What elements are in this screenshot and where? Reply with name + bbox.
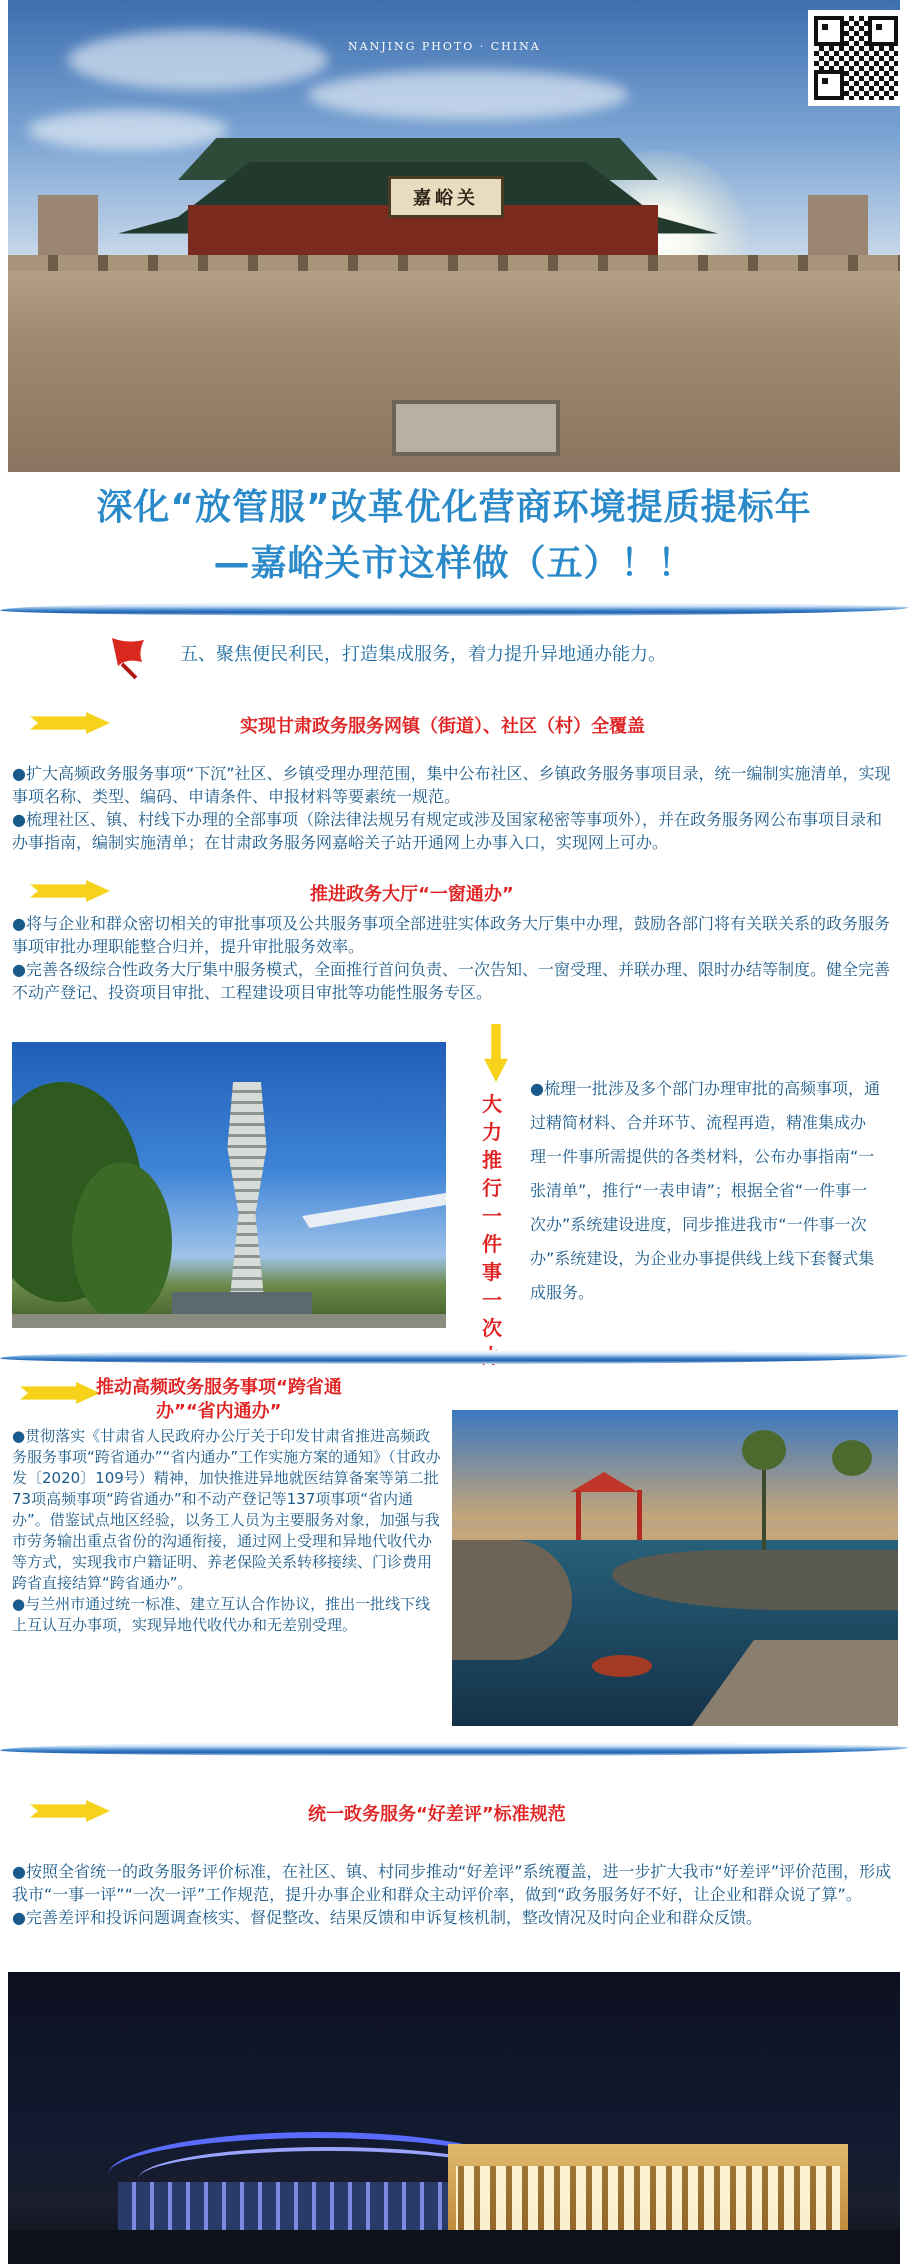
section4-paragraph-2: ●与兰州市通过统一标准、建立互认合作协议，推出一批线下线上互认互办事项，实现异地代收代办和无差别受理。	[12, 1595, 431, 1634]
page-title	[8, 480, 900, 592]
section5-paragraph-1: ●按照全省统一的政务服务评价标准，在社区、镇、村同步推动“好差评”系统覆盖，进一步扩大我市“好差评”评价范围，形成我市“一事一评”“一次一评”工作规范，提升办事企业和群众主动评价率，做到“政务服务好不好，让企业和群众说了算”。	[12, 1862, 892, 1904]
title-line-1: 深化“放管服”改革优化营商环境提质提标年	[96, 487, 812, 528]
wave-divider	[0, 1350, 908, 1364]
vertical-heading-char: 事	[482, 1260, 502, 1284]
yellow-down-arrow-icon	[484, 1024, 508, 1082]
section4-heading-line-1: 推动高频政务服务事项“跨省通	[96, 1377, 342, 1398]
hero-image-jiayuguan-gate	[8, 0, 900, 472]
section2-heading: 推进政务大厅“一窗通办”	[310, 884, 514, 905]
yellow-arrow-icon	[30, 1800, 110, 1822]
section1-body	[12, 762, 894, 854]
vertical-heading-char: 大	[482, 1092, 502, 1116]
yellow-arrow-icon	[30, 880, 110, 902]
section5-body	[12, 1860, 894, 1929]
vertical-heading-char: 件	[482, 1232, 502, 1256]
vertical-heading-char: 推	[482, 1148, 502, 1172]
section5-paragraph-2: ●完善差评和投诉问题调查核实、督促整改、结果反馈和申诉复核机制，整改情况及时向企业和群众反馈。	[12, 1908, 762, 1927]
section1-paragraph-1: ●扩大高频政务服务事项“下沉”社区、乡镇受理办理范围，集中公布社区、乡镇政务服务事项目录，统一编制实施清单，实现事项名称、类型、编码、申请条件、申报材料等要素统一规范。	[12, 764, 891, 806]
wave-divider	[0, 1742, 908, 1756]
section4-paragraph-1: ●贯彻落实《甘肃省人民政府办公厅关于印发甘肃省推进高频政务服务事项“跨省通办”“省内通办”工作实施方案的通知》（甘政办发〔2020〕109号）精神，加快推进异地就医结算备案等第二批73项高频事项“跨省通办”和不动产登记等137项事项“省内通办”。借鉴试点地区经验，以务工人员为主要服务对象，加强与我市劳务输出重点省份的沟通衔接，通过网上受理和异地代收代办等方式，实现我市户籍证明、养老保险关系转移接续、门诊费用跨省直接结算“跨省通办”。	[12, 1427, 441, 1592]
yellow-arrow-icon	[20, 1382, 100, 1404]
section2-body	[12, 912, 894, 1004]
hero-caption: NANJING PHOTO · CHINA	[348, 40, 541, 53]
title-line-2: —嘉峪关市这样做（五）！！	[213, 543, 695, 584]
photo-lake-pavilion	[452, 1410, 898, 1726]
stone-plaque	[392, 400, 560, 456]
section3-vertical-heading	[480, 1090, 504, 1370]
photo-night-building	[8, 1972, 900, 2264]
vertical-heading-char: 力	[482, 1120, 502, 1144]
vertical-heading-char: 一	[482, 1288, 502, 1312]
section4-heading	[96, 1376, 436, 1424]
photo-tower	[12, 1042, 446, 1328]
vertical-heading-char: 行	[482, 1176, 502, 1200]
section1-heading: 实现甘肃政务服务网镇（街道）、社区（村）全覆盖	[240, 716, 645, 737]
section2-paragraph-2: ●完善各级综合性政务大厅集中服务模式，全面推行首问负责、一次告知、一窗受理、并联办理、限时办结等制度。健全完善不动产登记、投资项目审批、工程建设项目审批等功能性服务专区。	[12, 960, 890, 1002]
vertical-heading-char: 次	[482, 1316, 502, 1340]
section4-heading-line-2: 办”“省内通办”	[156, 1401, 282, 1422]
section2-paragraph-1: ●将与企业和群众密切相关的审批事项及公共服务事项全部进驻实体政务大厅集中办理，鼓励各部门将有关联关系的政务服务事项审批办理职能整合归并，提升审批服务效率。	[12, 914, 890, 956]
red-flag-icon	[108, 636, 148, 680]
wave-divider	[0, 602, 908, 616]
qr-code-icon	[808, 10, 900, 106]
battlement	[8, 255, 900, 271]
section4-body	[12, 1426, 444, 1636]
section3-paragraph-1: ●梳理一批涉及多个部门办理审批的高频事项，通过精简材料、合并环节、流程再造，精准集成办理一件事所需提供的各类材料，公布办事指南“一张清单”，推行“一表申请”；根据全省“一件事一次办”系统建设进度，同步推进我市“一件事一次办”系统建设，为企业办事提供线上线下套餐式集成服务。	[530, 1079, 880, 1302]
intro-text: 五、聚焦便民利民，打造集成服务，着力提升异地通办能力。	[180, 644, 666, 665]
yellow-arrow-icon	[30, 712, 110, 734]
gate-plaque: 嘉峪关	[388, 176, 504, 218]
vertical-heading-char: 一	[482, 1204, 502, 1228]
section5-heading: 统一政务服务“好差评”标准规范	[308, 1804, 566, 1825]
section3-body	[530, 1072, 880, 1310]
canopy-structure	[302, 1192, 446, 1232]
tower	[212, 1082, 282, 1302]
section1-paragraph-2: ●梳理社区、镇、村线下办理的全部事项（除法律法规另有规定或涉及国家秘密等事项外），并在政务服务网公布事项目录和办事指南，编制实施清单；在甘肃政务服务网嘉峪关子站开通网上办事入口，实现网上可办。	[12, 810, 882, 852]
